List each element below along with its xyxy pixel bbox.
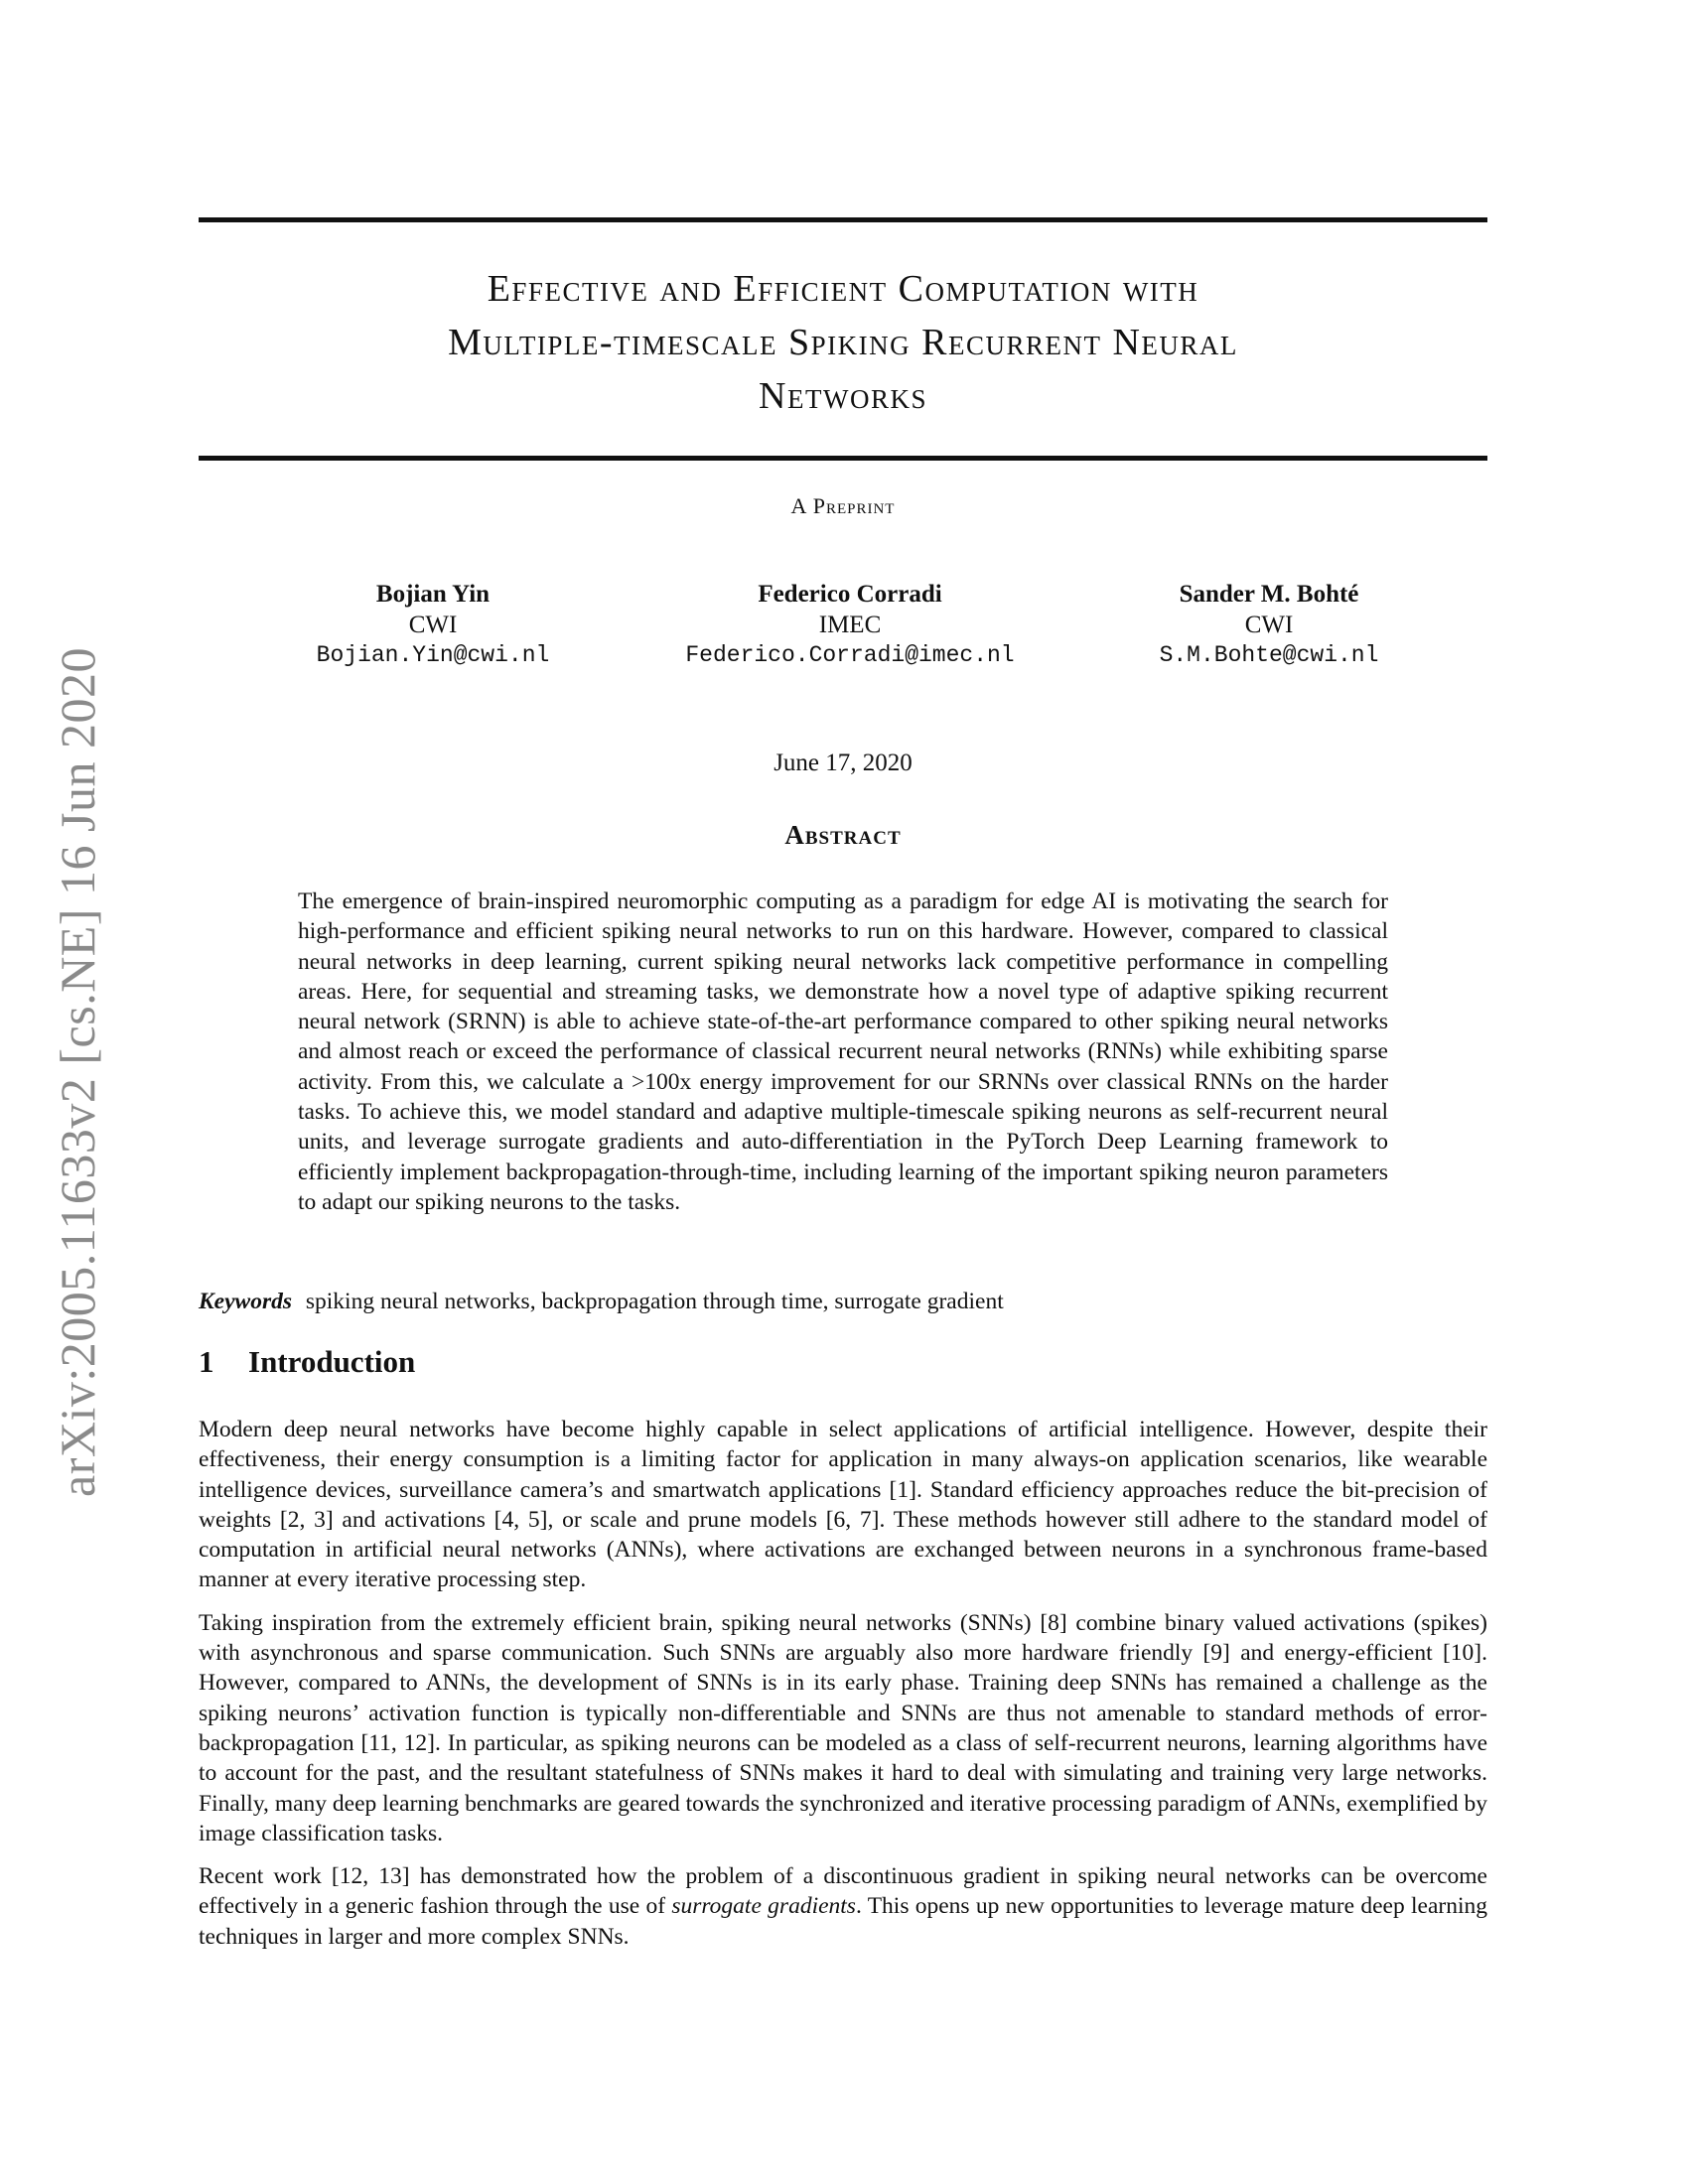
author-affiliation: CWI	[408, 612, 458, 638]
author-email: Federico.Corradi@imec.nl	[685, 642, 1015, 668]
introduction-body	[199, 1415, 1487, 1965]
title-line-2: Multiple-timescale Spiking Recurrent Neural	[448, 322, 1238, 363]
title-rule-bottom	[199, 456, 1487, 461]
section-heading-introduction	[199, 1344, 415, 1380]
author-affiliation: CWI	[1244, 612, 1294, 638]
paragraph: Taking inspiration from the extremely efficient brain, spiking neural networks (SNNs) [8] combine binary valued activations (spikes) with asynchronous and sparse communication. Such SNNs are arguably also more hardware friendly [9] and energy-efficient [10]. However, compared to ANNs, the development of SNNs is in its early phase. Training deep SNNs has remained a challenge as the spiking neurons’ activation function is typically non-differentiable and SNNs are thus not amenable to standard methods of error-backpropagation [11, 12]. In particular, as spiking neurons can be modeled as a class of self-recurrent neurons, learning algorithms have to account for the past, and the resultant statefulness of SNNs makes it hard to deal with simulating and training very large networks. Finally, many deep learning benchmarks are geared towards the synchronized and iterative processing paradigm of ANNs, exemplified by image classification tasks.	[199, 1609, 1487, 1846]
keywords-label: Keywords	[199, 1289, 292, 1314]
keywords	[199, 1287, 1487, 1316]
keywords-text: spiking neural networks, backpropagation through time, surrogate gradient	[305, 1289, 1004, 1314]
author-block	[1060, 579, 1477, 671]
author-name: Federico Corradi	[758, 581, 942, 608]
paragraph-text: . This opens up new opportunities to leverage mature deep learning techniques in larger and more complex SNNs.	[199, 1893, 1487, 1950]
author-block	[641, 579, 1058, 671]
preprint-label: A Preprint	[790, 493, 896, 518]
abstract-text: The emergence of brain-inspired neuromorphic computing as a paradigm for edge AI is motivating the search for high-performance and efficient spiking neural networks to run on this hardware. However, compared to classical neural networks in deep learning, current spiking neural networks lack competitive performance in compelling areas. Here, for sequential and streaming tasks, we demonstrate how a novel type of adaptive spiking recurrent neural network (SRNN) is able to achieve state-of-the-art performance compared to other spiking neural networks and almost reach or exceed the performance of classical recurrent neural networks (RNNs) while exhibiting sparse activity. From this, we calculate a >100x energy improvement for our SRNNs over classical RNNs on the harder tasks. To achieve this, we model standard and adaptive multiple-timescale spiking neurons as self-recurrent neural units, and leverage surrogate gradients and auto-differentiation in the PyTorch Deep Learning framework to efficiently implement backpropagation-through-time, including learning of the important spiking neuron parameters to adapt our spiking neurons to the tasks.	[298, 888, 1388, 1215]
abstract-heading: Abstract	[784, 820, 902, 850]
paper-title	[199, 262, 1487, 423]
paragraph	[199, 1861, 1487, 1952]
arxiv-sidebar	[28, 586, 127, 1559]
author-affiliation: IMEC	[818, 612, 882, 638]
emphasis-text: surrogate gradients	[671, 1893, 856, 1920]
title-rule-top	[199, 217, 1487, 222]
title-line-3: Networks	[759, 375, 927, 417]
paragraph: Modern deep neural networks have become highly capable in select applications of artificial intelligence. However, despite their effectiveness, their energy consumption is a limiting factor for application in many always-on application scenarios, like wearable intelligence devices, surveillance camera’s and smartwatch applications [1]. Standard efficiency approaches reduce the bit-precision of weights [2, 3] and activations [4, 5], or scale and prune models [6, 7]. These methods however still adhere to the standard model of computation in artificial neural networks (ANNs), where activations are exchanged between neurons in a synchronous frame-based manner at every iterative processing step.	[199, 1417, 1487, 1593]
paragraph-text: Recent work [12, 13] has demonstrated how the problem of a discontinuous gradient in spiking neural networks can be overcome effectively in a generic fashion through the use of	[199, 1863, 1487, 1920]
author-email: Bojian.Yin@cwi.nl	[316, 642, 550, 668]
arxiv-identifier: arXiv:2005.11633v2 [cs.NE] 16 Jun 2020	[50, 647, 105, 1497]
title-line-1: Effective and Efficient Computation with	[487, 268, 1199, 310]
author-email: S.M.Bohte@cwi.nl	[1159, 642, 1379, 668]
publication-date: June 17, 2020	[774, 750, 913, 776]
author-name: Sander M. Bohté	[1179, 581, 1359, 608]
section-number: 1	[199, 1344, 214, 1379]
author-block	[224, 579, 641, 671]
author-name: Bojian Yin	[375, 581, 491, 608]
section-title: Introduction	[248, 1344, 416, 1379]
